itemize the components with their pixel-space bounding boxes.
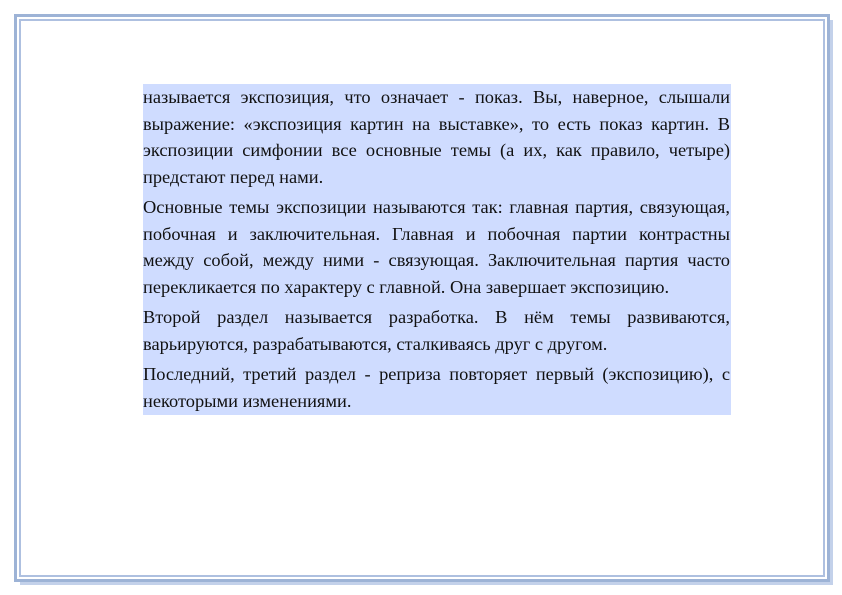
text-block xyxy=(143,84,731,415)
paragraph-exposition-themes: Основные темы экспозиции называются так: главная партия, связующая, побочная и заключительная. Главная и побочная партии контрастны между собой, между ними - связующая. Заключительная партия часто перекликается по характеру с главной. Она завершает экспозицию. xyxy=(143,197,730,297)
paragraph-development: Второй раздел называется разработка. В нём темы развиваются, варьируются, разрабатываются, сталкиваясь друг с другом. xyxy=(143,307,730,354)
paragraph-exposition-intro: называется экспозиция, что означает - показ. Вы, наверное, слышали выражение: «экспозиция картин на выставке», то есть показ картин. В экспозиции симфонии все основные темы (а их, как правило, четыре) предстают перед нами. xyxy=(143,87,730,187)
paragraph-recapitulation: Последний, третий раздел - реприза повторяет первый (экспозицию), с некоторыми изменениями. xyxy=(143,364,730,411)
